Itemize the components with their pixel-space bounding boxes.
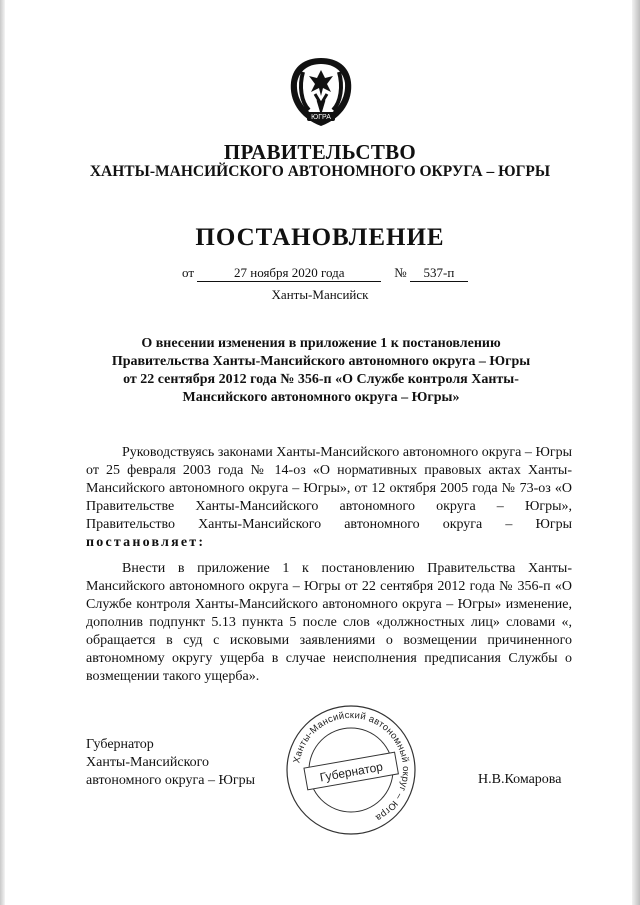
date-number-line (182, 265, 468, 282)
preamble-text: Руководствуясь законами Ханты-Мансийского автономного округа – Югры от 25 февраля 2003 года № 14-оз «О нормативных правовых актах Ханты-Мансийского автономного округа – Югры», от 12 октября 2005 года № 73-оз «О Правительстве Ханты-Мансийского автономного округа – Югры», Правительство Ханты-Мансийского автономного округа – Югры (86, 445, 572, 532)
document-title (90, 335, 552, 407)
number-prefix: № (394, 265, 407, 280)
document-number: 537-п (410, 265, 468, 282)
signatory-position (86, 736, 255, 790)
title-line: Мансийского автономного округа – Югры» (182, 390, 460, 405)
page-edge-right (632, 0, 640, 905)
title-line: О внесении изменения в приложение 1 к постановлению (141, 336, 501, 351)
position-line: автономного округа – Югры (86, 773, 255, 788)
official-stamp (283, 702, 419, 838)
coat-of-arms-icon (285, 56, 357, 128)
stamp-ring-text: Ханты-Мансийский автономный округ – Югра (291, 709, 412, 824)
title-line: от 22 сентября 2012 года № 356-п «О Службе контроля Ханты- (123, 372, 519, 387)
title-line: Правительства Ханты-Мансийского автономного округа – Югры (111, 354, 531, 369)
position-line: Губернатор (86, 737, 154, 752)
city-line: Ханты-Мансийск (271, 287, 369, 302)
government-heading: ПРАВИТЕЛЬСТВО (223, 140, 417, 164)
emblem-caption: ЮГРА (311, 114, 331, 121)
page-edge-left (0, 0, 5, 905)
position-line: Ханты-Мансийского (86, 755, 210, 770)
decree-keyword: постановляет: (86, 535, 206, 550)
document-date: 27 ноября 2020 года (197, 265, 381, 282)
stamp-center-text: Губернатор (318, 759, 384, 785)
preamble-paragraph (86, 444, 572, 552)
date-prefix: от (182, 265, 195, 280)
region-heading: ХАНТЫ-МАНСИЙСКОГО АВТОНОМНОГО ОКРУГА – ЮГРЫ (89, 163, 551, 180)
operative-paragraph: Внести в приложение 1 к постановлению Правительства Ханты-Мансийского автономного округа – Югры от 22 сентября 2012 года № 356-п «О Службе контроля Ханты-Мансийского автономного округа – Югры» изменение, дополнив подпункт 5.13 пункта 5 после слов «должностных лиц» словами «, обращается в суд с исковыми заявлениями о возмещении причиненного автономному округу ущерба в случае неисполнения предписания Службы о возмещении такого ущерба». (86, 561, 572, 684)
signatory-name: Н.В.Комарова (478, 772, 562, 787)
document-type: ПОСТАНОВЛЕНИЕ (195, 224, 445, 251)
